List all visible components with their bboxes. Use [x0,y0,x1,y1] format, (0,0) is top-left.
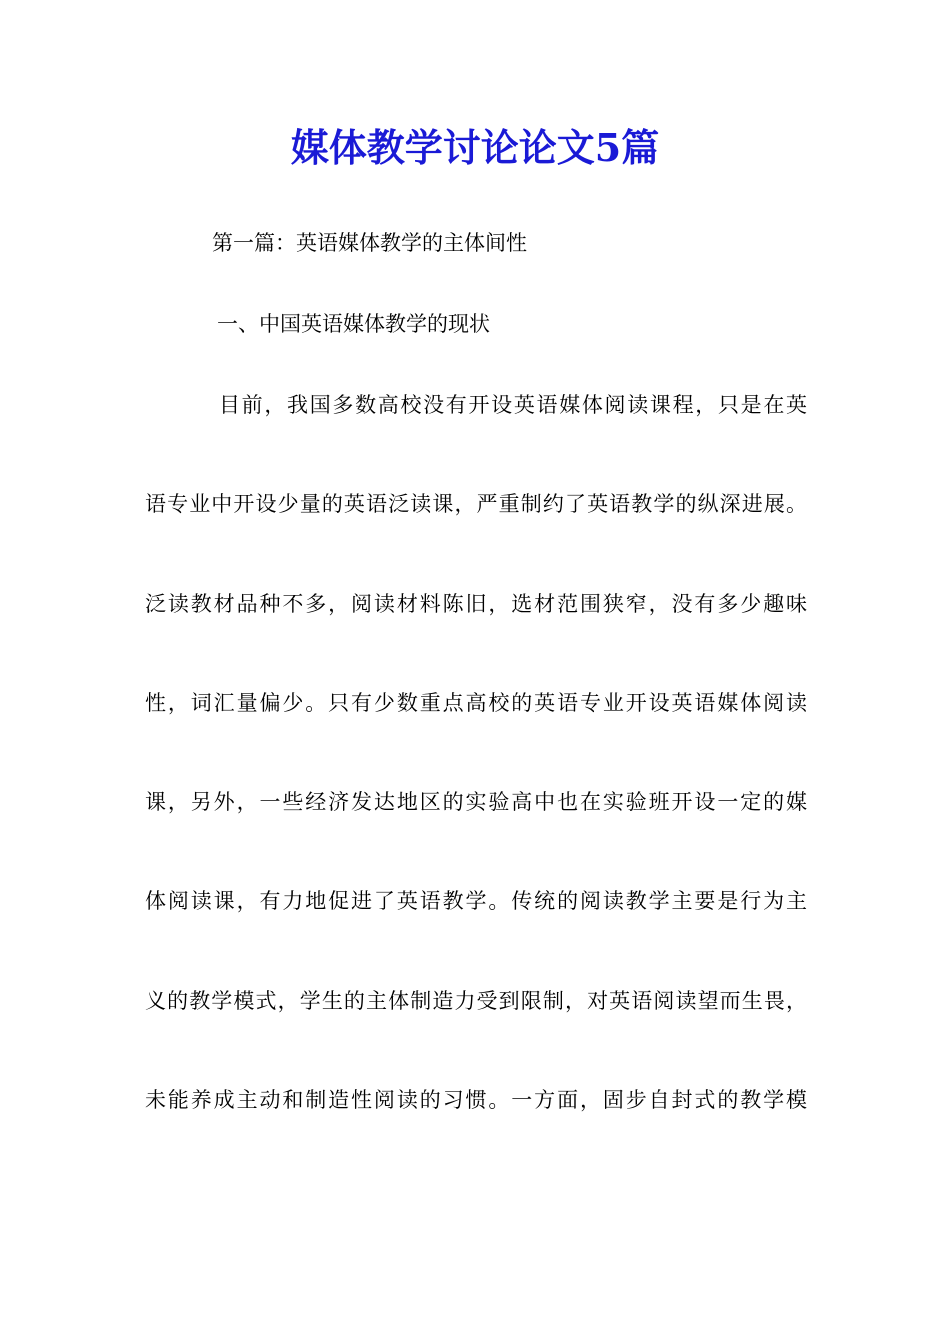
body-line-6: 体阅读课，有力地促进了英语教学。传统的阅读教学主要是行为主 [145,889,807,913]
document-title: 媒体教学讨论论文5篇 [290,125,660,170]
body-line-7: 义的教学模式，学生的主体制造力受到限制，对英语阅读望而生畏， [145,989,807,1013]
body-line-4: 性，词汇量偏少。只有少数重点高校的英语专业开设英语媒体阅读 [145,691,807,715]
body-line-3: 泛读教材品种不多，阅读材料陈旧，选材范围狭窄，没有多少趣味 [145,592,807,616]
body-line-2: 语专业中开设少量的英语泛读课，严重制约了英语教学的纵深进展。 [145,492,807,516]
body-line-5: 课，另外，一些经济发达地区的实验高中也在实验班开设一定的媒 [145,790,807,814]
body-line-1: 目前，我国多数高校没有开设英语媒体阅读课程，只是在英 [219,393,807,417]
body-line-8: 未能养成主动和制造性阅读的习惯。一方面，固步自封式的教学模 [145,1088,807,1112]
section-heading: 第一篇：英语媒体教学的主体间性 [212,231,527,255]
subsection-heading: 一、中国英语媒体教学的现状 [217,312,490,336]
